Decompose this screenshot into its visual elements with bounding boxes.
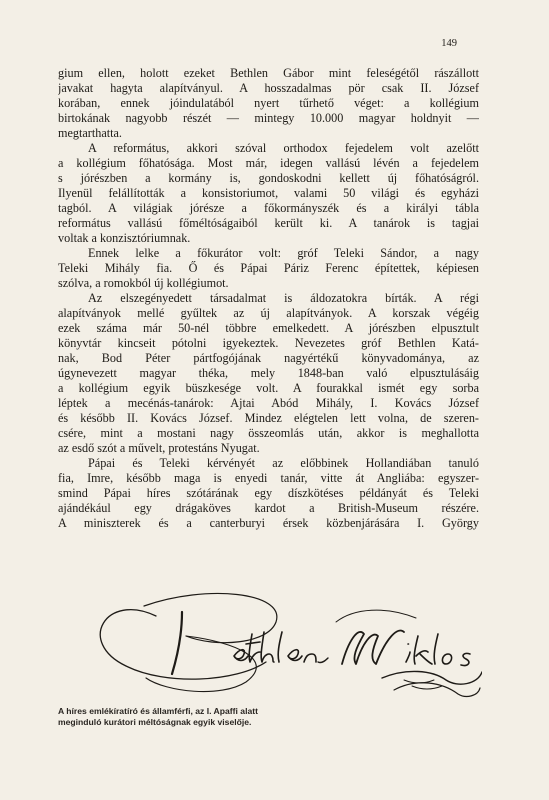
- text-line: Pápai és Teleki kérvényét az előbbinek Hollandiában tanuló: [88, 456, 479, 470]
- text-line: ezek száma már 50-nél többre emelkedett. A jórészben elpusztult: [58, 321, 479, 335]
- text-line: Ilyenül felállították a konsistoriumot, valami 50 világi és egyházi: [58, 186, 479, 200]
- text-line: alapítványok mellé gyűltek az új alapítványok. A korszak végéig: [58, 306, 479, 320]
- caption-line: A híres emlékíratíró és államférfi, az I. Apaffi alatt: [58, 706, 258, 716]
- text-line: a kollégium főhatósága. Most már, idegen vallású lévén a fejedelem: [58, 156, 479, 170]
- text-line: fia, Imre, később maga is enyedi tanár, vitte át Angliába: egyszer-: [58, 471, 479, 485]
- text-line: és később II. Kovács József. Mindez elégtelen lett volna, de szeren-: [58, 411, 479, 425]
- text-line: úgynevezett magyar théka, mely 1848-ban való elpusztulásáig: [58, 366, 479, 380]
- text-line: Teleki Mihály fia. Ő és Pápai Páriz Ferenc építettek, képiesen: [58, 261, 479, 275]
- text-line: nak, Bod Péter pártfogójának nagyértékű könyvadománya, az: [58, 351, 479, 365]
- text-line: smind Pápai híres szótárának egy díszkötéses példányát és Teleki: [58, 486, 479, 500]
- text-line: léptek a mecénás-tanárok: Ajtai Abód Mihály, I. Kovács József: [58, 396, 479, 410]
- text-line: szólva, a romokból új kollégiumot.: [58, 276, 229, 290]
- text-line: s jórészben a kormány is, gondoskodni kellett új főhatóságról.: [58, 171, 479, 185]
- text-line: korában, ennek jóindulatából nyert tűrhető véget: a kollégium: [58, 96, 479, 110]
- text-line: Ennek lelke a főkurátor volt: gróf Teleki Sándor, a nagy: [88, 246, 479, 260]
- text-line: Az elszegényedett társadalmat is áldozatokra bírták. A régi: [88, 291, 479, 305]
- text-line: könyvtár kincseit pótolni igyekeztek. Nevezetes gróf Bethlen Katá-: [58, 336, 479, 350]
- figure-caption: [58, 706, 358, 728]
- text-line: voltak a konzisztóriumnak.: [58, 231, 191, 245]
- body-text: [58, 66, 479, 531]
- text-line: megtarthatta.: [58, 126, 122, 140]
- text-line: tagból. A világiak jórésze a főkormányszék és a királyi tábla: [58, 201, 479, 215]
- signature-image: [86, 582, 482, 700]
- text-line: református vallású főméltóságaiból került ki. A tanárok is tagjai: [58, 216, 479, 230]
- caption-line: meginduló kurátori méltóságnak egyik viselője.: [58, 717, 252, 727]
- text-line: javakat hagyta alapítványul. A hosszadalmas pör csak II. József: [58, 81, 479, 95]
- text-line: ajándékául egy drágaköves kardot a British-Museum részére.: [58, 501, 479, 515]
- text-line: az esdő szót a művelt, protestáns Nyugat.: [58, 441, 260, 455]
- text-line: A miniszterek és a canterburyi érsek közbenjárására I. György: [58, 516, 479, 530]
- text-line: csére, mint a mostani nagy összeomlás után, akkor is meghallotta: [58, 426, 479, 440]
- text-line: A református, akkori szóval orthodox fejedelem volt azelőtt: [88, 141, 479, 155]
- text-line: a kollégium egyik büszkesége volt. A fourakkal ismét egy sorba: [58, 381, 479, 395]
- text-line: gium ellen, holott ezeket Bethlen Gábor mint feleségétől rászállott: [58, 66, 479, 80]
- page-number: 149: [441, 38, 457, 49]
- text-line: birtokának nagyobb részét — mintegy 10.000 magyar holdnyit —: [58, 111, 479, 125]
